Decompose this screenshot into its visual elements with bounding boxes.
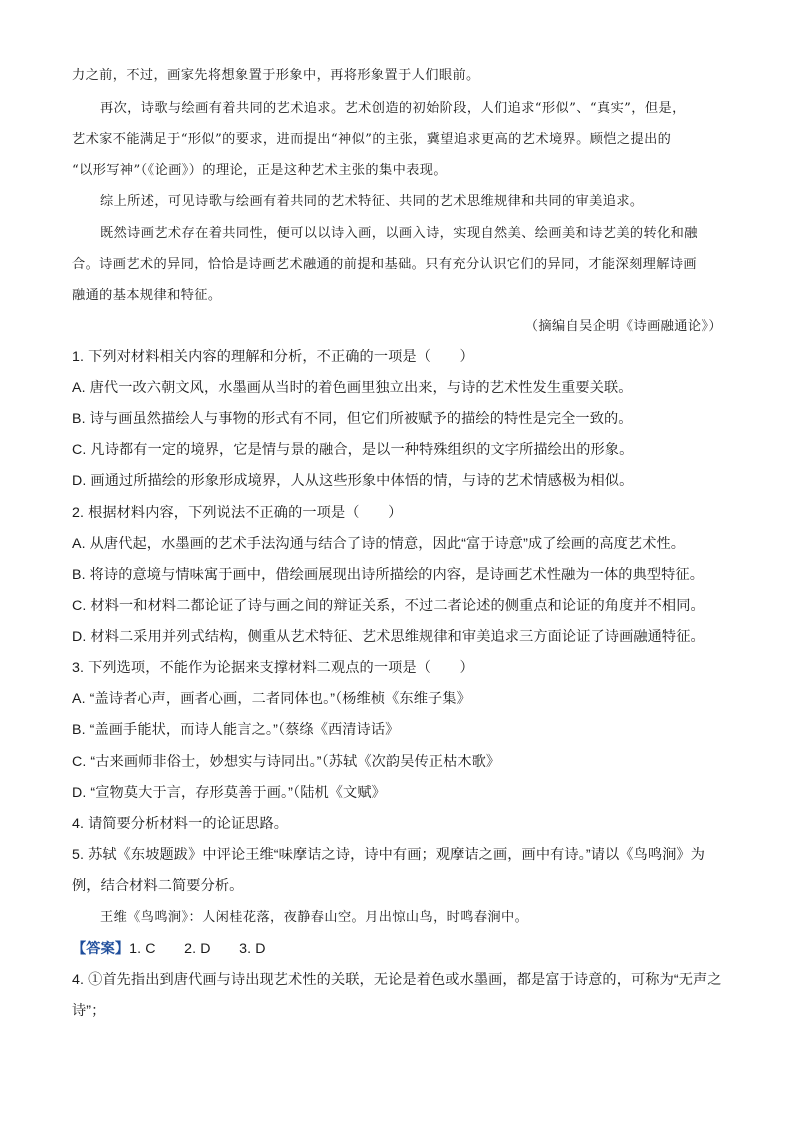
question-4-stem: 4. 请简要分析材料一的论证思路。 — [72, 816, 289, 832]
answer-tag: 【答案】 — [72, 941, 130, 957]
material-paragraph-line: 再次，诗歌与绘画有着共同的艺术追求。艺术创造的初始阶段，人们追求“形似”、“真实”，但是， — [100, 101, 686, 116]
question-option: C. “古来画师非俗士，妙想实与诗同出。”（苏轼《次韵吴传正枯木歌》 — [72, 754, 501, 770]
question-option: B. 诗与画虽然描绘人与事物的形式有不同，但它们所被赋予的描绘的特性是完全一致的。 — [72, 411, 633, 427]
material-paragraph-line: 力之前，不过，画家先将想象置于形象中，再将形象置于人们眼前。 — [72, 68, 480, 83]
question-option: A. “盖诗者心声，画者心画，二者同体也。”（杨维桢《东维子集》 — [72, 691, 471, 707]
question-option: D. 材料二采用并列式结构，侧重从艺术特征、艺术思维规律和审美追求三方面论证了诗画融通特征。 — [72, 629, 705, 645]
question-5-stem-continued: 例，结合材料二简要分析。 — [72, 878, 244, 894]
question-5-stem: 5. 苏轼《东坡题跋》中评论王维“味摩诘之诗，诗中有画；观摩诘之画，画中有诗。”请以《鸟鸣涧》为 — [72, 847, 705, 863]
material-paragraph-line: 既然诗画艺术存在着共同性，便可以以诗入画，以画入诗，实现自然美、绘画美和诗艺美的转化和融 — [100, 226, 698, 241]
poem-quote: 王维《鸟鸣涧》：人闲桂花落，夜静春山空。月出惊山鸟，时鸣春涧中。 — [100, 910, 529, 925]
question-1-stem: 1. 下列对材料相关内容的理解和分析，不正确的一项是（ ） — [72, 349, 474, 365]
material-paragraph-line: 综上所述，可见诗歌与绘画有着共同的艺术特征、共同的艺术思维规律和共同的审美追求。 — [100, 194, 644, 209]
answer-line — [72, 939, 266, 959]
question-option: A. 从唐代起，水墨画的艺术手法沟通与结合了诗的情意，因此“富于诗意”成了绘画的高度艺术性。 — [72, 536, 686, 552]
question-option: D. “宣物莫大于言，存形莫善于画。”（陆机《文赋》 — [72, 785, 386, 801]
question-option: B. “盖画手能状，而诗人能言之。”（蔡绦《西清诗话》 — [72, 722, 400, 738]
material-paragraph-line: “以形写神”（《论画》）的理论，正是这种艺术主张的集中表现。 — [72, 163, 447, 178]
answer-4-text: 4. ①首先指出到唐代画与诗出现艺术性的关联，无论是着色或水墨画，都是富于诗意的，可称为“无声之 — [72, 972, 722, 988]
question-2-stem: 2. 根据材料内容，下列说法不正确的一项是（ ） — [72, 505, 403, 521]
question-option: C. 凡诗都有一定的境界，它是情与景的融合，是以一种特殊组织的文字所描绘出的形象。 — [72, 442, 634, 458]
question-3-stem: 3. 下列选项，不能作为论据来支撑材料二观点的一项是（ ） — [72, 660, 474, 676]
source-note: （摘编自吴企明《诗画融通论》） — [524, 319, 722, 334]
question-option: C. 材料一和材料二都论证了诗与画之间的辩证关系，不过二者论述的侧重点和论证的角度并不相同。 — [72, 598, 705, 614]
material-paragraph-line: 艺术家不能满足于“形似”的要求，进而提出“神似”的主张，冀望追求更高的艺术境界。顾恺之提出的 — [72, 132, 672, 147]
answer-4-text: 诗”； — [72, 1003, 106, 1019]
question-option: A. 唐代一改六朝文风，水墨画从当时的着色画里独立出来，与诗的艺术性发生重要关联。 — [72, 380, 633, 396]
question-option: D. 画通过所描绘的形象形成境界，人从这些形象中体悟的情，与诗的艺术情感极为相似。 — [72, 473, 634, 489]
answer-choices: 1. C 2. D 3. D — [129, 941, 266, 957]
material-paragraph-line: 合。诗画艺术的异同，恰恰是诗画艺术融通的前提和基础。只有充分认识它们的异同，才能深刻理解诗画 — [72, 257, 698, 272]
material-paragraph-line: 融通的基本规律和特征。 — [72, 288, 222, 303]
question-option: B. 将诗的意境与情味寓于画中，借绘画展现出诗所描绘的内容，是诗画艺术性融为一体的典型特征。 — [72, 567, 705, 583]
